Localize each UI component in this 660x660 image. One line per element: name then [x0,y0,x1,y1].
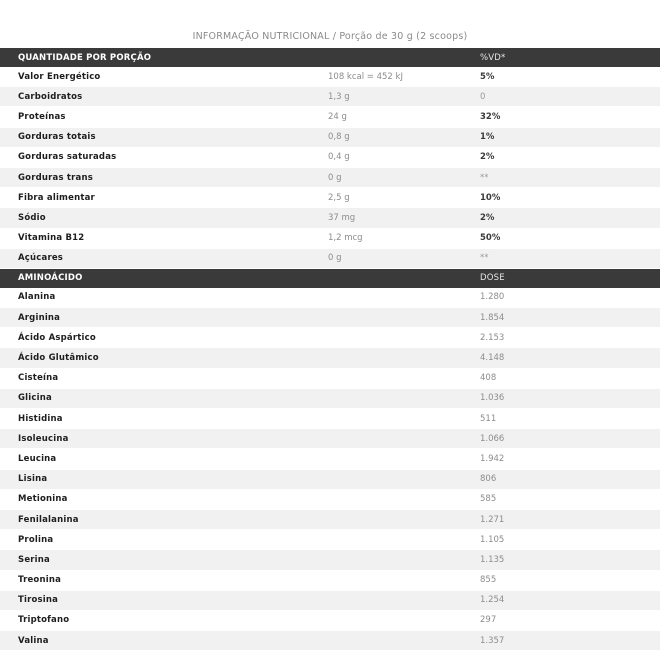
amino-name: Ácido Aspártico [0,328,328,348]
nutrient-value: 108 kcal = 452 kJ [328,67,480,87]
table-row [0,228,660,248]
amino-name: Lisina [0,469,328,489]
table-row [0,348,660,368]
nutrient-value: 0 g [328,248,480,268]
amino-name: Cisteína [0,368,328,388]
nutrient-name: Gorduras trans [0,167,328,187]
nutrient-value: 1,2 mcg [328,228,480,248]
amino-header-dose: DOSE [328,269,660,288]
table-row [0,147,660,167]
table-row [0,409,660,429]
nutrient-value: 24 g [328,107,480,127]
amino-dose: 1.271 [328,509,660,529]
table-row [0,388,660,408]
nutrient-name: Vitamina B12 [0,228,328,248]
amino-name: Fenilalanina [0,509,328,529]
amino-name: Leucina [0,449,328,469]
table-row [0,610,660,630]
table-row [0,429,660,449]
nutrient-vd: 10% [480,188,660,208]
nutrient-name: Fibra alimentar [0,188,328,208]
amino-name: Tirosina [0,590,328,610]
amino-dose: 585 [328,489,660,509]
nutrition-header-value [328,48,480,67]
nutrition-header-row [0,48,660,67]
nutrient-name: Gorduras totais [0,127,328,147]
amino-dose: 1.942 [328,449,660,469]
amino-dose: 806 [328,469,660,489]
nutrient-name: Açúcares [0,248,328,268]
amino-dose: 2.153 [328,328,660,348]
amino-dose: 4.148 [328,348,660,368]
nutrient-name: Proteínas [0,107,328,127]
amino-name: Glicina [0,388,328,408]
amino-name: Alanina [0,288,328,308]
nutrient-name: Sódio [0,208,328,228]
table-row [0,208,660,228]
table-row [0,288,660,308]
amino-dose: 1.105 [328,530,660,550]
nutrient-value: 2,5 g [328,188,480,208]
amino-name: Histidina [0,409,328,429]
table-row [0,489,660,509]
nutrient-vd: 50% [480,228,660,248]
amino-name: Treonina [0,570,328,590]
amino-dose: 1.357 [328,631,660,651]
amino-name: Serina [0,550,328,570]
amino-dose: 408 [328,368,660,388]
amino-table [0,269,660,651]
table-row [0,469,660,489]
table-row [0,308,660,328]
nutrient-name: Valor Energético [0,67,328,87]
table-row [0,107,660,127]
amino-dose: 1.135 [328,550,660,570]
nutrition-table [0,48,660,269]
table-row [0,590,660,610]
amino-name: Triptofano [0,610,328,630]
table-row [0,550,660,570]
amino-header-row [0,269,660,288]
nutrition-caption: INFORMAÇÃO NUTRICIONAL / Porção de 30 g (2 scoops) [192,31,468,42]
table-row [0,127,660,147]
table-row [0,87,660,107]
amino-name: Ácido Glutâmico [0,348,328,368]
amino-name: Metionina [0,489,328,509]
nutrient-value: 0,8 g [328,127,480,147]
nutrient-vd: 2% [480,147,660,167]
nutrient-value: 1,3 g [328,87,480,107]
nutrition-header-vd: %VD* [480,48,660,67]
amino-name: Prolina [0,530,328,550]
nutrient-vd: 1% [480,127,660,147]
table-row [0,570,660,590]
table-row [0,530,660,550]
amino-dose: 1.254 [328,590,660,610]
nutrient-value: 0 g [328,167,480,187]
amino-dose: 855 [328,570,660,590]
amino-dose: 511 [328,409,660,429]
nutrient-vd: ** [480,248,660,268]
nutrient-vd: 0 [480,87,660,107]
nutrient-value: 0,4 g [328,147,480,167]
nutrient-name: Gorduras saturadas [0,147,328,167]
table-row [0,248,660,268]
nutrient-value: 37 mg [328,208,480,228]
table-row [0,631,660,651]
table-row [0,328,660,348]
amino-name: Isoleucina [0,429,328,449]
table-row [0,188,660,208]
amino-dose: 1.036 [328,388,660,408]
nutrient-name: Carboidratos [0,87,328,107]
nutrient-vd: 2% [480,208,660,228]
table-row [0,67,660,87]
amino-header-name: AMINOÁCIDO [0,269,328,288]
amino-dose: 297 [328,610,660,630]
amino-dose: 1.066 [328,429,660,449]
nutrition-header-name: QUANTIDADE POR PORÇÃO [0,48,328,67]
nutrient-vd: ** [480,167,660,187]
nutrient-vd: 5% [480,67,660,87]
amino-name: Arginina [0,308,328,328]
amino-dose: 1.280 [328,288,660,308]
table-row [0,449,660,469]
amino-name: Valina [0,631,328,651]
table-row [0,368,660,388]
amino-dose: 1.854 [328,308,660,328]
table-row [0,509,660,529]
table-row [0,167,660,187]
nutrient-vd: 32% [480,107,660,127]
